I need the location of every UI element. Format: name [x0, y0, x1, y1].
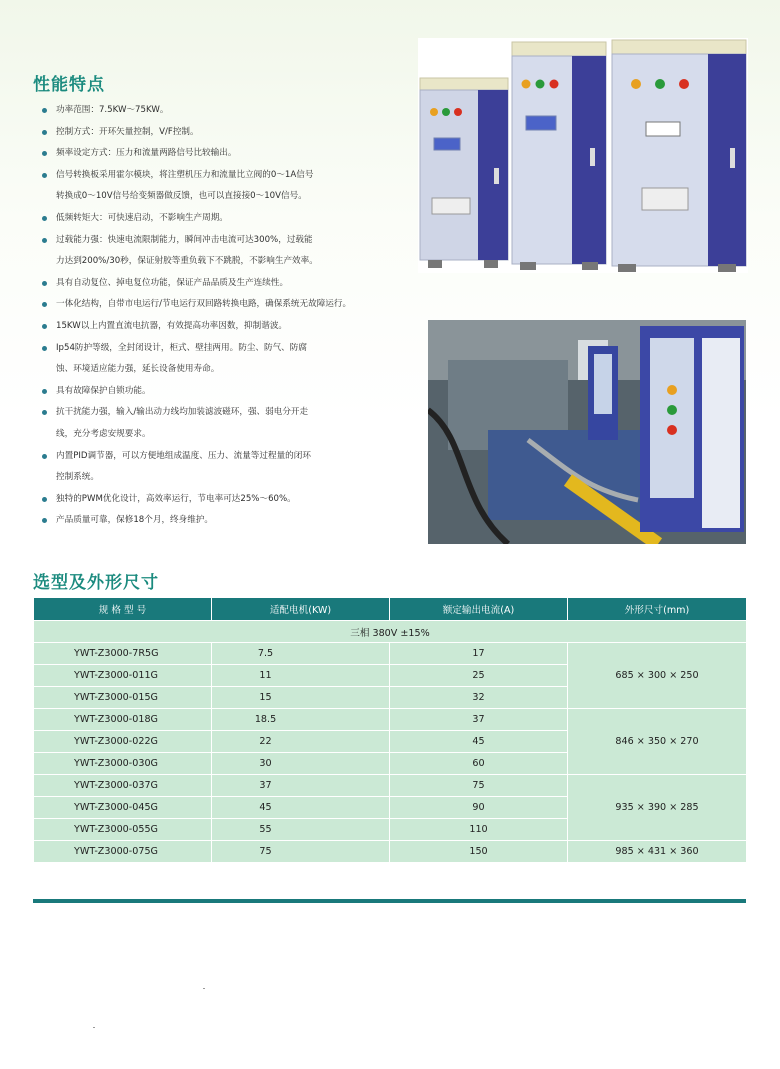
- features-list: [40, 100, 410, 532]
- header-model: 规 格 型 号: [34, 598, 212, 621]
- feature-text: 15KW以上内置直流电抗器，有效提高功率因数，抑制谐波。: [56, 320, 288, 331]
- model-cell: YWT-Z3000-045G: [34, 797, 212, 819]
- scan-speck: [93, 1027, 95, 1028]
- feature-text: 具有故障保护自锁功能。: [56, 385, 151, 396]
- feature-item: [40, 446, 410, 468]
- bullet-icon: [42, 518, 47, 523]
- voltage-row: [34, 621, 747, 643]
- power-cell: 30: [212, 753, 390, 775]
- current-cell: 75: [390, 775, 568, 797]
- header-rated-current: 额定输出电流(A): [390, 598, 568, 621]
- feature-item: [40, 165, 410, 187]
- bullet-icon: [42, 238, 47, 243]
- model-cell: YWT-Z3000-7R5G: [34, 643, 212, 665]
- feature-text: 内置PID调节器，可以方便地组成温度、压力、流量等过程量的闭环: [56, 450, 311, 461]
- bullet-icon: [42, 216, 47, 221]
- feature-text: 蚀、环境适应能力强，延长设备使用寿命。: [56, 364, 220, 375]
- feature-item: [40, 143, 410, 165]
- dimension-cell: 846 × 350 × 270: [568, 709, 747, 775]
- feature-continuation: [40, 467, 410, 489]
- feature-continuation: [40, 424, 410, 446]
- model-cell: YWT-Z3000-022G: [34, 731, 212, 753]
- bullet-icon: [42, 281, 47, 286]
- bullet-icon: [42, 108, 47, 113]
- factory-illustration: [428, 320, 746, 544]
- header-motor-power: 适配电机(KW): [212, 598, 390, 621]
- bullet-icon: [42, 410, 47, 415]
- feature-text: 抗干扰能力强，输入/输出动力线均加装滤波磁环，强、弱电分开走: [56, 407, 309, 418]
- table-row: [34, 643, 747, 665]
- power-cell: 55: [212, 819, 390, 841]
- current-cell: 25: [390, 665, 568, 687]
- feature-text: 功率范围：7.5KW～75KW。: [56, 105, 169, 115]
- power-cell: 7.5: [212, 643, 390, 665]
- feature-text: Ip54防护等级，全封闭设计，柜式、壁挂两用。防尘、防气、防腐: [56, 342, 307, 353]
- table-header-row: [34, 598, 747, 621]
- feature-text: 低频转矩大：可快速启动，不影响生产周期。: [56, 212, 228, 223]
- model-cell: YWT-Z3000-055G: [34, 819, 212, 841]
- feature-item: [40, 316, 410, 338]
- product-cabinets-photo: [418, 38, 748, 273]
- bottom-divider: [33, 899, 746, 903]
- power-cell: 15: [212, 687, 390, 709]
- factory-installation-photo: [428, 320, 746, 544]
- bullet-icon: [42, 389, 47, 394]
- feature-text: 具有自动复位、掉电复位功能，保证产品品质及生产连续性。: [56, 277, 289, 288]
- bullet-icon: [42, 302, 47, 307]
- cabinet-medium-icon: [512, 42, 606, 270]
- power-cell: 22: [212, 731, 390, 753]
- bullet-icon: [42, 173, 47, 178]
- feature-item: [40, 510, 410, 532]
- cabinets-illustration: [418, 38, 748, 273]
- power-cell: 11: [212, 665, 390, 687]
- scan-speck: [203, 988, 205, 989]
- feature-item: [40, 100, 410, 122]
- model-cell: YWT-Z3000-018G: [34, 709, 212, 731]
- current-cell: 110: [390, 819, 568, 841]
- model-cell: YWT-Z3000-037G: [34, 775, 212, 797]
- current-cell: 90: [390, 797, 568, 819]
- model-cell: YWT-Z3000-075G: [34, 841, 212, 863]
- current-cell: 37: [390, 709, 568, 731]
- feature-item: [40, 381, 410, 403]
- cabinet-large-icon: [612, 40, 746, 272]
- dimension-cell: 985 × 431 × 360: [568, 841, 747, 863]
- spec-table: [33, 597, 747, 863]
- selection-heading: 选型及外形尺寸: [33, 573, 159, 593]
- feature-text: 控制方式：开环矢量控制，V/F控制。: [56, 126, 199, 137]
- dimension-cell: 685 × 300 × 250: [568, 643, 747, 709]
- feature-text: 产品质量可靠，保修18个月，终身维护。: [56, 515, 214, 526]
- voltage-cell: 三相 380V ±15%: [34, 621, 747, 643]
- current-cell: 45: [390, 731, 568, 753]
- model-cell: YWT-Z3000-011G: [34, 665, 212, 687]
- feature-item: [40, 294, 410, 316]
- bullet-icon: [42, 324, 47, 329]
- feature-text: 一体化结构，自带市电运行/节电运行双回路转换电路，确保系统无故障运行。: [56, 299, 352, 310]
- model-cell: YWT-Z3000-015G: [34, 687, 212, 709]
- features-heading: 性能特点: [33, 75, 105, 95]
- bullet-icon: [42, 454, 47, 459]
- current-cell: 60: [390, 753, 568, 775]
- bullet-icon: [42, 346, 47, 351]
- feature-text: 力达到200%/30秒，保证射胶等重负载下不跳脱，不影响生产效率。: [56, 256, 318, 267]
- current-cell: 150: [390, 841, 568, 863]
- bullet-icon: [42, 497, 47, 502]
- feature-text: 过载能力强：快速电流限制能力，瞬间冲击电流可达300%，过载能: [56, 234, 313, 245]
- feature-text: 控制系统。: [56, 472, 99, 483]
- cabinet-small-icon: [420, 78, 508, 268]
- power-cell: 37: [212, 775, 390, 797]
- feature-text: 转换成0～10V信号给变频器做反馈，也可以直接接0～10V信号。: [56, 191, 307, 202]
- feature-text: 频率设定方式：压力和流量两路信号比较输出。: [56, 148, 237, 159]
- bullet-icon: [42, 151, 47, 156]
- table-row: [34, 709, 747, 731]
- dimension-cell: 935 × 390 × 285: [568, 775, 747, 841]
- feature-item: [40, 230, 410, 252]
- table-row: [34, 841, 747, 863]
- feature-continuation: [40, 359, 410, 381]
- feature-text: 线，充分考虑安规要求。: [56, 428, 151, 439]
- current-cell: 17: [390, 643, 568, 665]
- current-cell: 32: [390, 687, 568, 709]
- model-cell: YWT-Z3000-030G: [34, 753, 212, 775]
- power-cell: 18.5: [212, 709, 390, 731]
- feature-item: [40, 122, 410, 144]
- feature-item: [40, 402, 410, 424]
- header-dimensions: 外形尺寸(mm): [568, 598, 747, 621]
- feature-continuation: [40, 186, 410, 208]
- power-cell: 45: [212, 797, 390, 819]
- feature-continuation: [40, 251, 410, 273]
- bullet-icon: [42, 130, 47, 135]
- feature-text: 信号转换板采用霍尔模块，将注塑机压力和流量比立阀的0～1A信号: [56, 169, 314, 180]
- feature-item: [40, 338, 410, 360]
- feature-item: [40, 208, 410, 230]
- table-row: [34, 775, 747, 797]
- feature-text: 独特的PWM优化设计，高效率运行，节电率可达25%～60%。: [56, 493, 296, 504]
- feature-item: [40, 489, 410, 511]
- power-cell: 75: [212, 841, 390, 863]
- feature-item: [40, 273, 410, 295]
